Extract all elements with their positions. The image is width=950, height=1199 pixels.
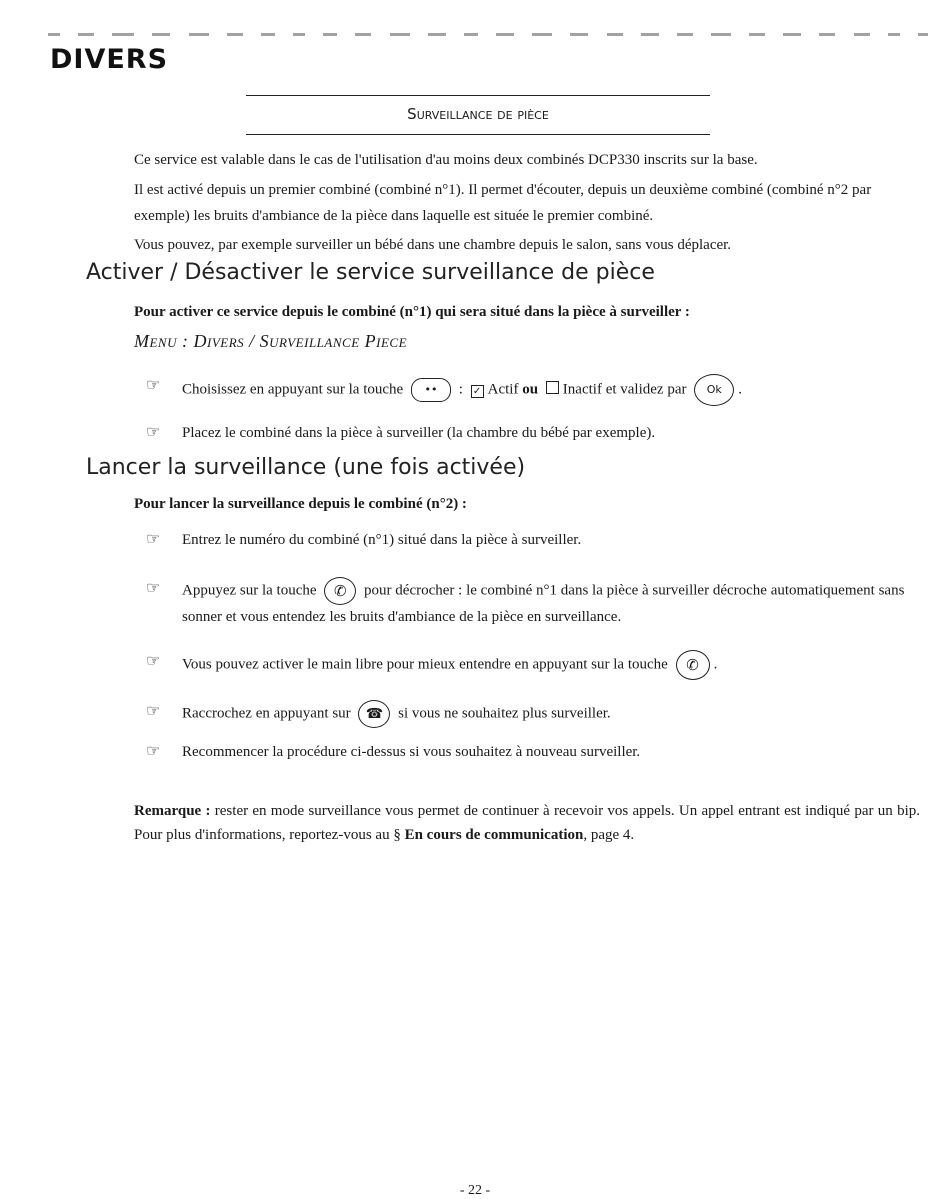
pointing-hand-icon: ☞ [146, 580, 161, 597]
remark-text: rester en mode surveillance vous permet de continuer à recevoir vos appels. Un appel entrant est indiqué par un bip. Pour plus d'informations, reportez-vous au § [134, 803, 920, 843]
pointing-hand-icon: ☞ [146, 653, 161, 670]
step-end: . [713, 656, 718, 673]
hangup-key-icon: ☎ [358, 700, 390, 728]
call-key-icon: ✆ [324, 577, 356, 605]
box-title: Surveillance de pièce [246, 95, 710, 135]
empty-box-icon [546, 381, 559, 394]
intro-p3: Vous pouvez, par exemple surveiller un bébé dans une chambre depuis le salon, sans vous déplacer. [134, 237, 732, 253]
remark-end: , page 4. [583, 827, 635, 843]
section-title: DIVERS [50, 44, 169, 75]
activate-step-2 [146, 421, 926, 445]
handsfree-key-icon: ✆ [676, 650, 710, 680]
step-text: Raccrochez en appuyant sur [182, 705, 351, 722]
activate-step-1 [146, 374, 926, 406]
pointing-hand-icon: ☞ [146, 377, 161, 394]
step-text: Placez le combiné dans la pièce à surveiller (la chambre du bébé par exemple). [182, 425, 656, 441]
step-text: Choisissez en appuyant sur la touche [182, 381, 404, 398]
step-end: . [738, 381, 742, 398]
launch-step-4 [146, 700, 926, 728]
step-text-cont: si vous ne souhaitez plus surveiller. [398, 705, 611, 722]
heading-launch: Lancer la surveillance (une fois activée) [86, 455, 526, 480]
page-number: - 22 - [459, 1183, 491, 1198]
launch-step-5 [146, 740, 926, 764]
validate-text: et validez par [605, 381, 687, 398]
pointing-hand-icon: ☞ [146, 424, 161, 441]
launch-step-1 [146, 528, 926, 552]
inactif-label: Inactif [562, 381, 602, 398]
ok-key-icon: Ok [694, 374, 734, 406]
colon: : [458, 381, 463, 398]
actif-label: Actif [487, 381, 519, 398]
step-text: Vous pouvez activer le main libre pour mieux entendre en appuyant sur la touche [182, 656, 668, 673]
launch-step-3 [146, 650, 926, 680]
pointing-hand-icon: ☞ [146, 531, 161, 548]
step-text: Recommencer la procédure ci-dessus si vous souhaitez à nouveau surveiller. [182, 744, 641, 760]
menu-path: Menu : Divers / Surveillance Piece [134, 331, 408, 351]
remark-label: Remarque : [134, 803, 211, 819]
pointing-hand-icon: ☞ [146, 703, 161, 720]
heading-activate: Activer / Désactiver le service surveillance de pièce [86, 260, 655, 285]
remark-link[interactable]: En cours de communication [404, 827, 584, 843]
checked-box-icon: ✓ [471, 385, 484, 398]
intro-p2: Il est activé depuis un premier combiné (combiné n°1). Il permet d'écouter, depuis un deuxième combiné (combiné n°2 par exemple) les bruits d'ambiance de la pièce dans laquelle est située le premier combiné. [134, 182, 872, 224]
step-text: Appuyez sur la touche [182, 582, 317, 599]
launch-step-2 [146, 577, 926, 629]
pointing-hand-icon: ☞ [146, 743, 161, 760]
subheading-launch: Pour lancer la surveillance depuis le combiné (n°2) : [134, 496, 467, 512]
intro-p1: Ce service est valable dans le cas de l'utilisation d'au moins deux combinés DCP330 inscrits sur la base. [134, 152, 758, 168]
ou-label: ou [522, 381, 539, 398]
step-text: Entrez le numéro du combiné (n°1) situé dans la pièce à surveiller. [182, 532, 582, 548]
step-text-cont: pour décrocher : le combiné n°1 dans la pièce à surveiller décroche automatiquement sans sonner et vous entendez les bruits d'ambiance de la pièce en surveillance. [182, 582, 905, 625]
nav-key-icon: •• [411, 378, 451, 402]
subheading-activate: Pour activer ce service depuis le combiné (n°1) qui sera situé dans la pièce à surveiller : [134, 304, 690, 320]
header-rule [48, 30, 928, 38]
remark [134, 799, 920, 847]
